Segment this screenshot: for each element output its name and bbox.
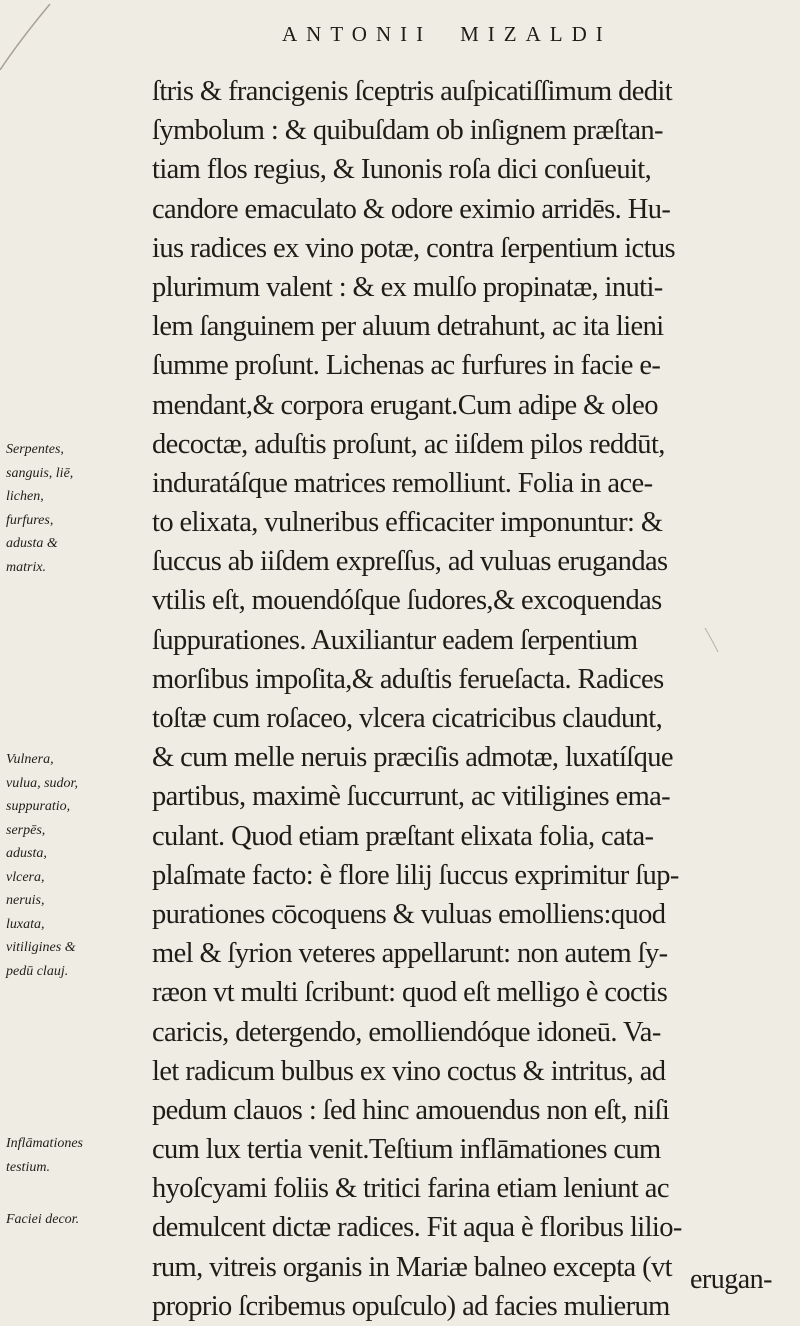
text-line: & cum melle neruis præciſis admotæ, luxatíſque xyxy=(152,742,673,774)
text-line: vtilis eſt, mouendóſque ſudores,& excoquendas xyxy=(152,585,662,617)
body-text xyxy=(152,72,792,1326)
text-line: rum, vitreis organis in Mariæ balneo excepta (vt xyxy=(152,1251,672,1283)
text-line: demulcent dictæ radices. Fit aqua è floribus lilio- xyxy=(152,1212,682,1244)
text-line: to elixata, vulneribus efficaciter imponuntur: & xyxy=(152,507,663,539)
text-line: ſuccus ab iiſdem expreſſus, ad vuluas erugandas xyxy=(152,546,668,578)
text-line: morſibus impoſita,& aduſtis ferueſacta. Radices xyxy=(152,663,664,695)
text-line: ſumme proſunt. Lichenas ac furfures in facie e- xyxy=(152,350,661,382)
text-line: ſymbolum : & quibuſdam ob inſignem præſtan- xyxy=(152,115,663,147)
header-author-first: ANTONII xyxy=(282,22,433,46)
text-line: pedum clauos : ſed hinc amouendus non eſt, niſi xyxy=(152,1094,670,1126)
text-line: plurimum valent : & ex mulſo propinatæ, inuti- xyxy=(152,271,663,303)
text-line: let radicum bulbus ex vino coctus & intritus, ad xyxy=(152,1055,666,1087)
text-line: mel & ſyrion veteres appellarunt: non autem ſy- xyxy=(152,938,668,970)
text-line: plaſmate facto: è flore lilij ſuccus exprimitur ſup- xyxy=(152,859,679,891)
text-line: ſuppurationes. Auxiliantur eadem ſerpentium xyxy=(152,624,638,656)
text-line: induratáſque matrices remolliunt. Folia in ace- xyxy=(152,467,653,499)
text-line: candore emaculato & odore eximio arridēs. Hu- xyxy=(152,193,671,225)
margin-note: Vulnera, vulua, sudor, suppuratio, serpēs, adusta, vlcera, neruis, luxata, vitiligines & pedū clauj. xyxy=(6,752,78,979)
text-line: culant. Quod etiam præſtant elixata folia, cata- xyxy=(152,820,654,852)
text-line: ſtris & francigenis ſceptris auſpicatiſſimum dedit xyxy=(152,76,673,107)
margin-note: Inflāmationes testium. xyxy=(6,1136,83,1175)
text-line: ræon vt multi ſcribunt: quod eſt melligo è coctis xyxy=(152,977,668,1009)
text-line: ius radices ex vino potæ, contra ſerpentium ictus xyxy=(152,232,676,264)
catchword: erugan- xyxy=(690,1264,773,1295)
header-author-last: MIZALDI xyxy=(460,22,612,46)
margin-note: Serpentes, sanguis, liē, lichen, furfures, adusta & matrix. xyxy=(6,442,74,575)
text-line: toſtæ cum roſaceo, vlcera cicatricibus claudunt, xyxy=(152,703,663,734)
text-line: tiam flos regius, & Iunonis roſa dici conſueuit, xyxy=(152,154,652,186)
text-line: decoctæ, aduſtis proſunt, ac iiſdem pilos reddūt, xyxy=(152,428,665,460)
margin-note: Faciei decor. xyxy=(6,1212,80,1227)
text-line: proprio ſcribemus opuſculo) ad facies mulierum xyxy=(152,1290,670,1322)
text-line: hyoſcyami foliis & tritici farina etiam leniunt ac xyxy=(152,1173,669,1205)
running-header xyxy=(282,22,702,47)
text-line: purationes cōcoquens & vuluas emolliens:quod xyxy=(152,898,666,930)
text-line: lem ſanguinem per aluum detrahunt, ac ita lieni xyxy=(152,311,664,343)
text-line: caricis, detergendo, emolliendóque idoneū. Va- xyxy=(152,1016,661,1048)
text-line: partibus, maximè ſuccurrunt, ac vitiligines ema- xyxy=(152,781,671,813)
text-line: mendant,& corpora erugant.Cum adipe & oleo xyxy=(152,389,658,421)
text-line: cum lux tertia venit.Teſtium inflāmationes cum xyxy=(152,1134,661,1166)
